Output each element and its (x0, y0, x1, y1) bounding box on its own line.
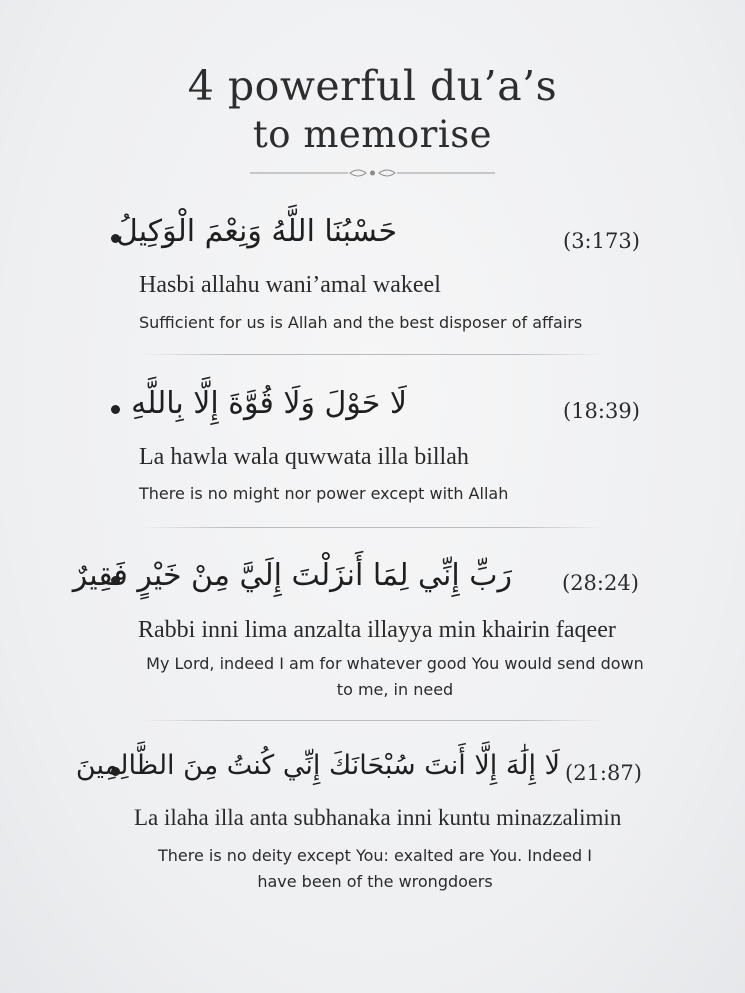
dua-1-meaning-line-1: Sufficient for us is Allah and the best disposer of affairs (139, 313, 583, 332)
dua-2-arabic: لَا حَوْلَ وَلَا قُوَّةَ إِلَّا بِاللَّهِ (131, 386, 407, 421)
bullet-icon (111, 405, 120, 414)
dua-2-meaning-line-1: There is no might nor power except with Allah (139, 484, 509, 503)
dua-2-reference: (18:39) (563, 399, 640, 423)
ornament-divider-icon (250, 166, 495, 180)
dua-1-transliteration: Hasbi allahu wani’amal wakeel (139, 272, 441, 298)
dua-1-meaning (139, 310, 582, 336)
dua-4-arabic: لَا إِلَٰهَ إِلَّا أَنتَ سُبْحَانَكَ إِنِّي كُنتُ مِنَ الظَّالِمِينَ (75, 750, 560, 781)
dua-4-meaning-line-1: There is no deity except You: exalted are You. Indeed I (157, 846, 593, 865)
dua-4-reference: (21:87) (565, 761, 642, 785)
dua-3-meaning-line-1: My Lord, indeed I am for whatever good You would send down (146, 654, 644, 673)
divider (140, 527, 605, 528)
dua-4-transliteration: La ilaha illa anta subhanaka inni kuntu minazzalimin (134, 805, 622, 830)
dua-3-arabic: رَبِّ إِنِّي لِمَا أَنزَلْتَ إِلَيَّ مِنْ خَيْرٍ فَقِيرٌ (72, 558, 512, 593)
dua-3-meaning (130, 651, 660, 703)
dua-1-arabic: حَسْبُنَا اللَّهُ وَنِعْمَ الْوَكِيلُ (116, 214, 397, 249)
dua-4-meaning-line-2: have been of the wrongdoers (257, 872, 493, 891)
dua-4-meaning (130, 843, 620, 895)
dua-1-reference: (3:173) (563, 229, 640, 253)
title-line-1: 4 powerful du’a’s (187, 62, 558, 110)
dua-2-meaning (139, 481, 508, 507)
divider (140, 354, 605, 355)
divider (140, 720, 605, 721)
dua-2-transliteration: La hawla wala quwwata illa billah (139, 444, 469, 470)
title-line-2: to memorise (252, 113, 493, 156)
dua-3-meaning-line-2: to me, in need (336, 680, 454, 699)
dua-3-reference: (28:24) (562, 571, 639, 595)
dua-3-transliteration: Rabbi inni lima anzalta illayya min khairin faqeer (138, 617, 616, 643)
